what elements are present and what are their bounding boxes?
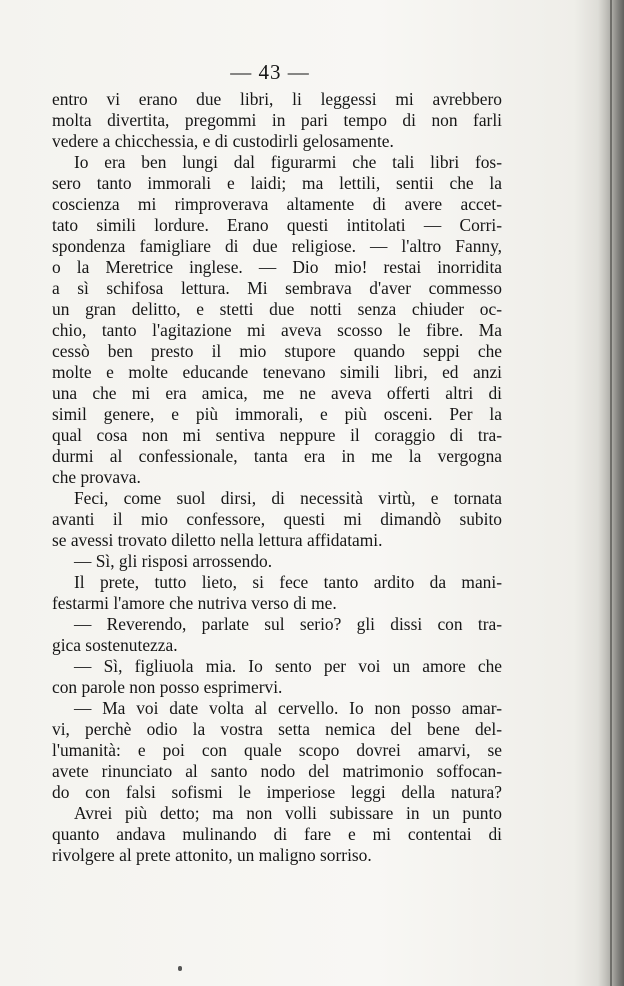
text-line: chio, tanto l'agitazione mi aveva scosso le fibre. Ma [52,320,502,340]
text-line: gica sostenutezza. [52,635,178,655]
text-line: vedere a chicchessia, e di custodirli gelosamente. [52,131,394,151]
text-line: o la Meretrice inglese. — Dio mio! restai inorridita [52,257,502,277]
text-line: festarmi l'amore che nutriva verso di me. [52,593,337,613]
text-line: quanto andava mulinando di fare e mi contentai di [52,824,502,844]
text-line: se avessi trovato diletto nella lettura affidatami. [52,530,383,550]
text-line: — Sì, gli risposi arrossendo. [74,551,273,571]
ink-speck [178,966,182,971]
text-line: coscienza mi rimproverava altamente di avere accet- [52,194,502,214]
text-line: — Sì, figliuola mia. Io sento per voi un amore che [74,656,502,676]
text-line: l'umanità: e poi con quale scopo dovrei amarvi, se [52,740,502,760]
text-line: tato simili lordure. Erano questi intitolati — Corri- [52,215,502,235]
page-binding-edge [610,0,612,986]
text-line: do con falsi sofismi le imperiose leggi della natura? [52,782,502,802]
text-line: avete rinunciato al santo nodo del matrimonio soffocan- [52,761,502,781]
text-line: Avrei più detto; ma non volli subissare in un punto [74,803,502,823]
text-line: durmi al confessionale, tanta era in me la vergogna [52,446,502,466]
text-line: qual cosa non mi sentiva neppure il coraggio di tra- [52,425,502,445]
text-line: Io era ben lungi dal figurarmi che tali libri fos- [74,152,502,172]
text-line: — Ma voi date volta al cervello. Io non posso amar- [74,698,502,718]
text-line: a sì schifosa lettura. Mi sembrava d'aver commesso [52,278,502,298]
text-line: che provava. [52,467,141,487]
text-line: un gran delitto, e stetti due notti senza chiuder oc- [52,299,502,319]
page-number: — 43 — [230,60,310,84]
text-line: entro vi erano due libri, li leggessi mi avrebbero [52,89,502,109]
text-line: — Reverendo, parlate sul serio? gli dissi con tra- [74,614,502,634]
text-line: Feci, come suol dirsi, di necessità virtù, e tornata [74,488,502,508]
text-line: spondenza famigliare di due religiose. — l'altro Fanny, [52,236,502,256]
page-body-text [52,89,502,866]
text-line: con parole non posso esprimervi. [52,677,283,697]
text-line: simil genere, e più immorali, e più osceni. Per la [52,404,502,424]
text-line: avanti il mio confessore, questi mi dimandò subito [52,509,502,529]
text-line: Il prete, tutto lieto, si fece tanto ardito da mani- [74,572,502,592]
text-line: vi, perchè odio la vostra setta nemica del bene del- [52,719,502,739]
text-line: molta divertita, pregommi in pari tempo di non farli [52,110,502,130]
text-line: molte e molte educande tenevano simili libri, ed anzi [52,362,502,382]
text-line: sero tanto immorali e laidi; ma lettili, sentii che la [52,173,502,193]
text-line: una che mi era amica, me ne aveva offerti altri di [52,383,502,403]
text-line: rivolgere al prete attonito, un maligno sorriso. [52,845,372,865]
text-line: cessò ben presto il mio stupore quando seppi che [52,341,502,361]
